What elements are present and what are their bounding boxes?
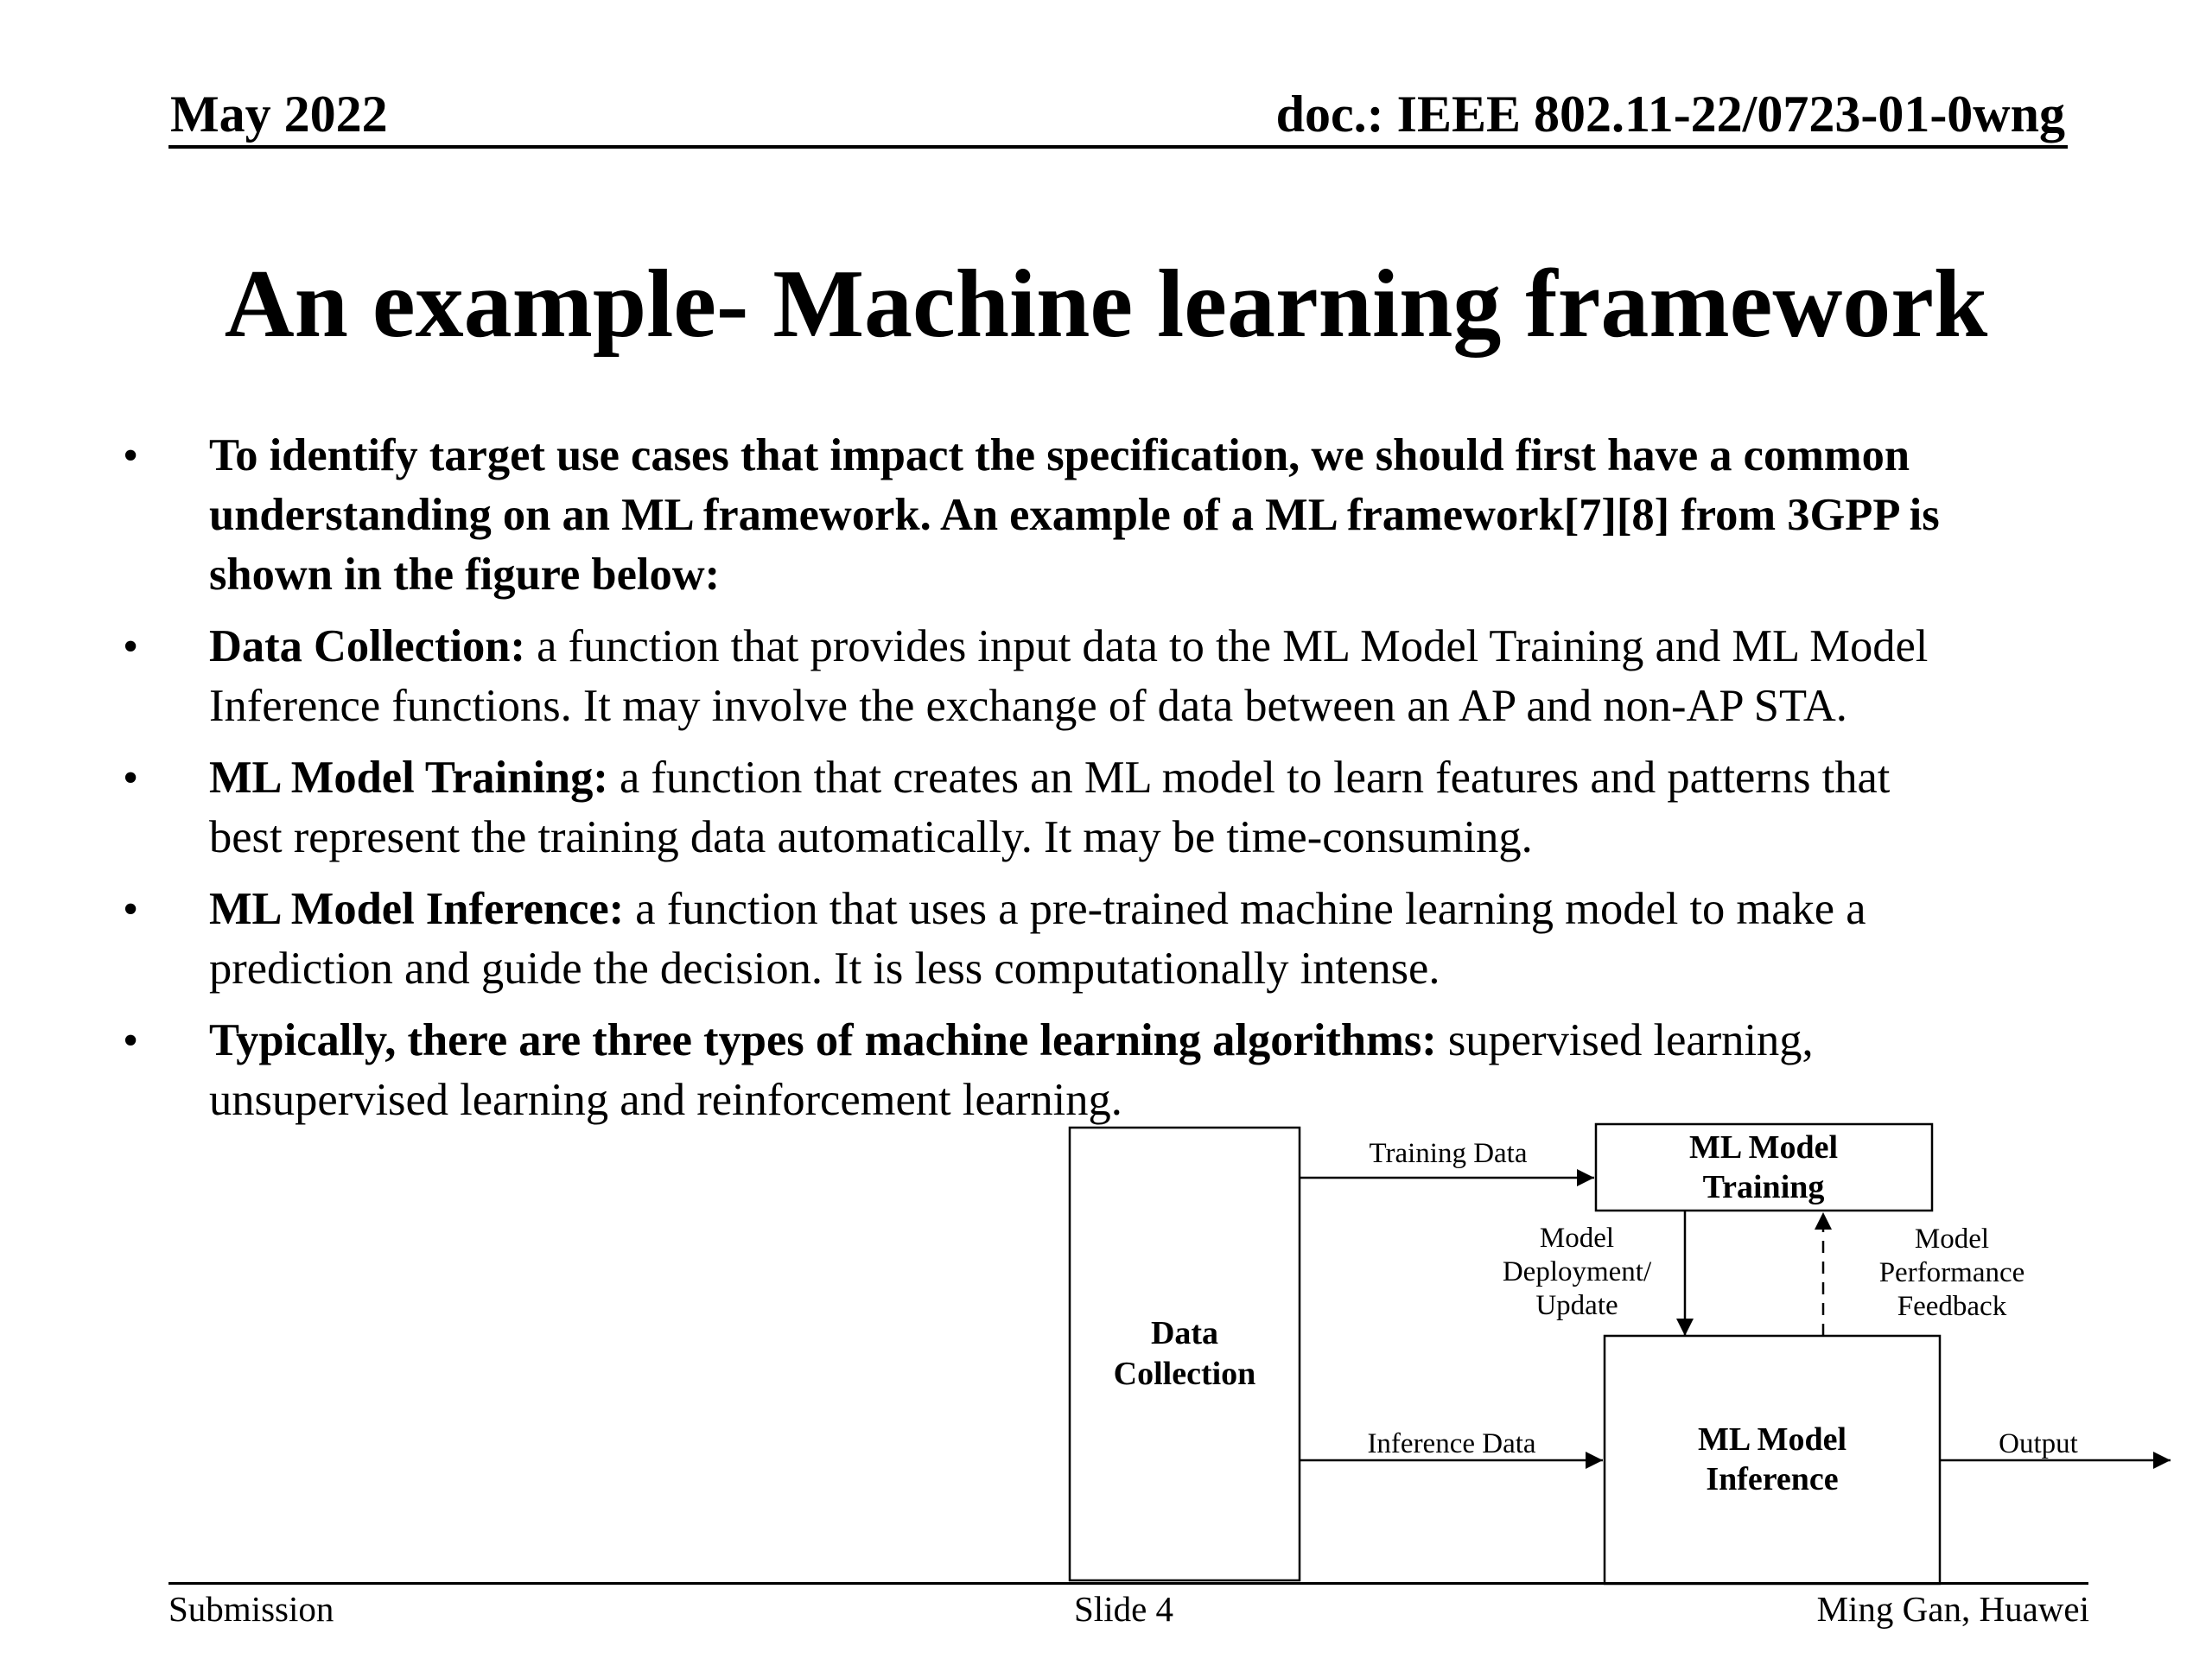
bullet-dot: • xyxy=(123,1016,139,1065)
bullet-line: Inference functions. It may involve the exchange of data between an AP and non-AP STA. xyxy=(209,681,1847,731)
ml-inference-label: ML Model xyxy=(1697,1421,1847,1458)
bullet-term: Data Collection: xyxy=(209,621,525,671)
bullet-dot: • xyxy=(123,885,139,934)
deployment-label: Model xyxy=(1539,1223,1615,1254)
ml-inference-label: Inference xyxy=(1706,1461,1839,1497)
bullet-line: understanding on an ML framework. An example of a ML framework[7][8] from 3GPP is xyxy=(209,490,1940,540)
header-date: May 2022 xyxy=(170,86,388,143)
inference-data-label: Inference Data xyxy=(1367,1428,1536,1459)
training-data-label: Training Data xyxy=(1369,1138,1528,1169)
deployment-label: Deployment/ xyxy=(1502,1256,1652,1287)
footer-slide-number: Slide 4 xyxy=(1074,1589,1174,1629)
bullet-line: To identify target use cases that impact the specification, we should first have a common xyxy=(209,430,1910,480)
bullet-term: ML Model Inference: xyxy=(209,884,625,934)
data-collection-label: Data xyxy=(1150,1315,1219,1351)
output-label: Output xyxy=(1999,1428,2078,1459)
bullet-term: ML Model Training: xyxy=(209,753,608,803)
footer-author: Ming Gan, Huawei xyxy=(1816,1589,2089,1629)
feedback-label: Feedback xyxy=(1897,1291,2007,1322)
bullet-dot: • xyxy=(123,622,139,671)
bullet-line: prediction and guide the decision. It is less computationally intense. xyxy=(209,944,1440,994)
ml-training-label: Training xyxy=(1702,1169,1825,1205)
bullet-term: Typically, there are three types of machine learning algorithms: xyxy=(209,1015,1437,1065)
footer-submission: Submission xyxy=(168,1589,334,1629)
bullet-definition: a function that creates an ML model to learn features and patterns that xyxy=(607,753,1891,803)
bullet-dot: • xyxy=(123,753,139,803)
bullet-definition: a function that uses a pre-trained machine learning model to make a xyxy=(624,884,1866,934)
header-doc-id: doc.: IEEE 802.11-22/0723-01-0wng xyxy=(1275,86,2065,143)
bullet-line: unsupervised learning and reinforcement learning. xyxy=(209,1075,1122,1125)
bullet-definition: supervised learning, xyxy=(1436,1015,1814,1065)
ml-inference-box xyxy=(1605,1336,1940,1584)
bullet-dot: • xyxy=(123,431,139,480)
feedback-label: Model xyxy=(1914,1224,1990,1255)
slide-title: An example- Machine learning framework xyxy=(224,251,1988,358)
feedback-label: Performance xyxy=(1878,1257,2025,1288)
ml-training-label: ML Model xyxy=(1688,1129,1839,1166)
data-collection-label: Collection xyxy=(1113,1356,1256,1392)
bullet-line: best represent the training data automatically. It may be time-consuming. xyxy=(209,812,1533,862)
data-collection-box xyxy=(1070,1128,1300,1580)
deployment-label: Update xyxy=(1535,1290,1618,1321)
bullet-definition: a function that provides input data to the ML Model Training and ML Model xyxy=(524,621,1929,671)
footer-rule xyxy=(168,1582,2088,1585)
bullet-line: shown in the figure below: xyxy=(209,550,721,600)
